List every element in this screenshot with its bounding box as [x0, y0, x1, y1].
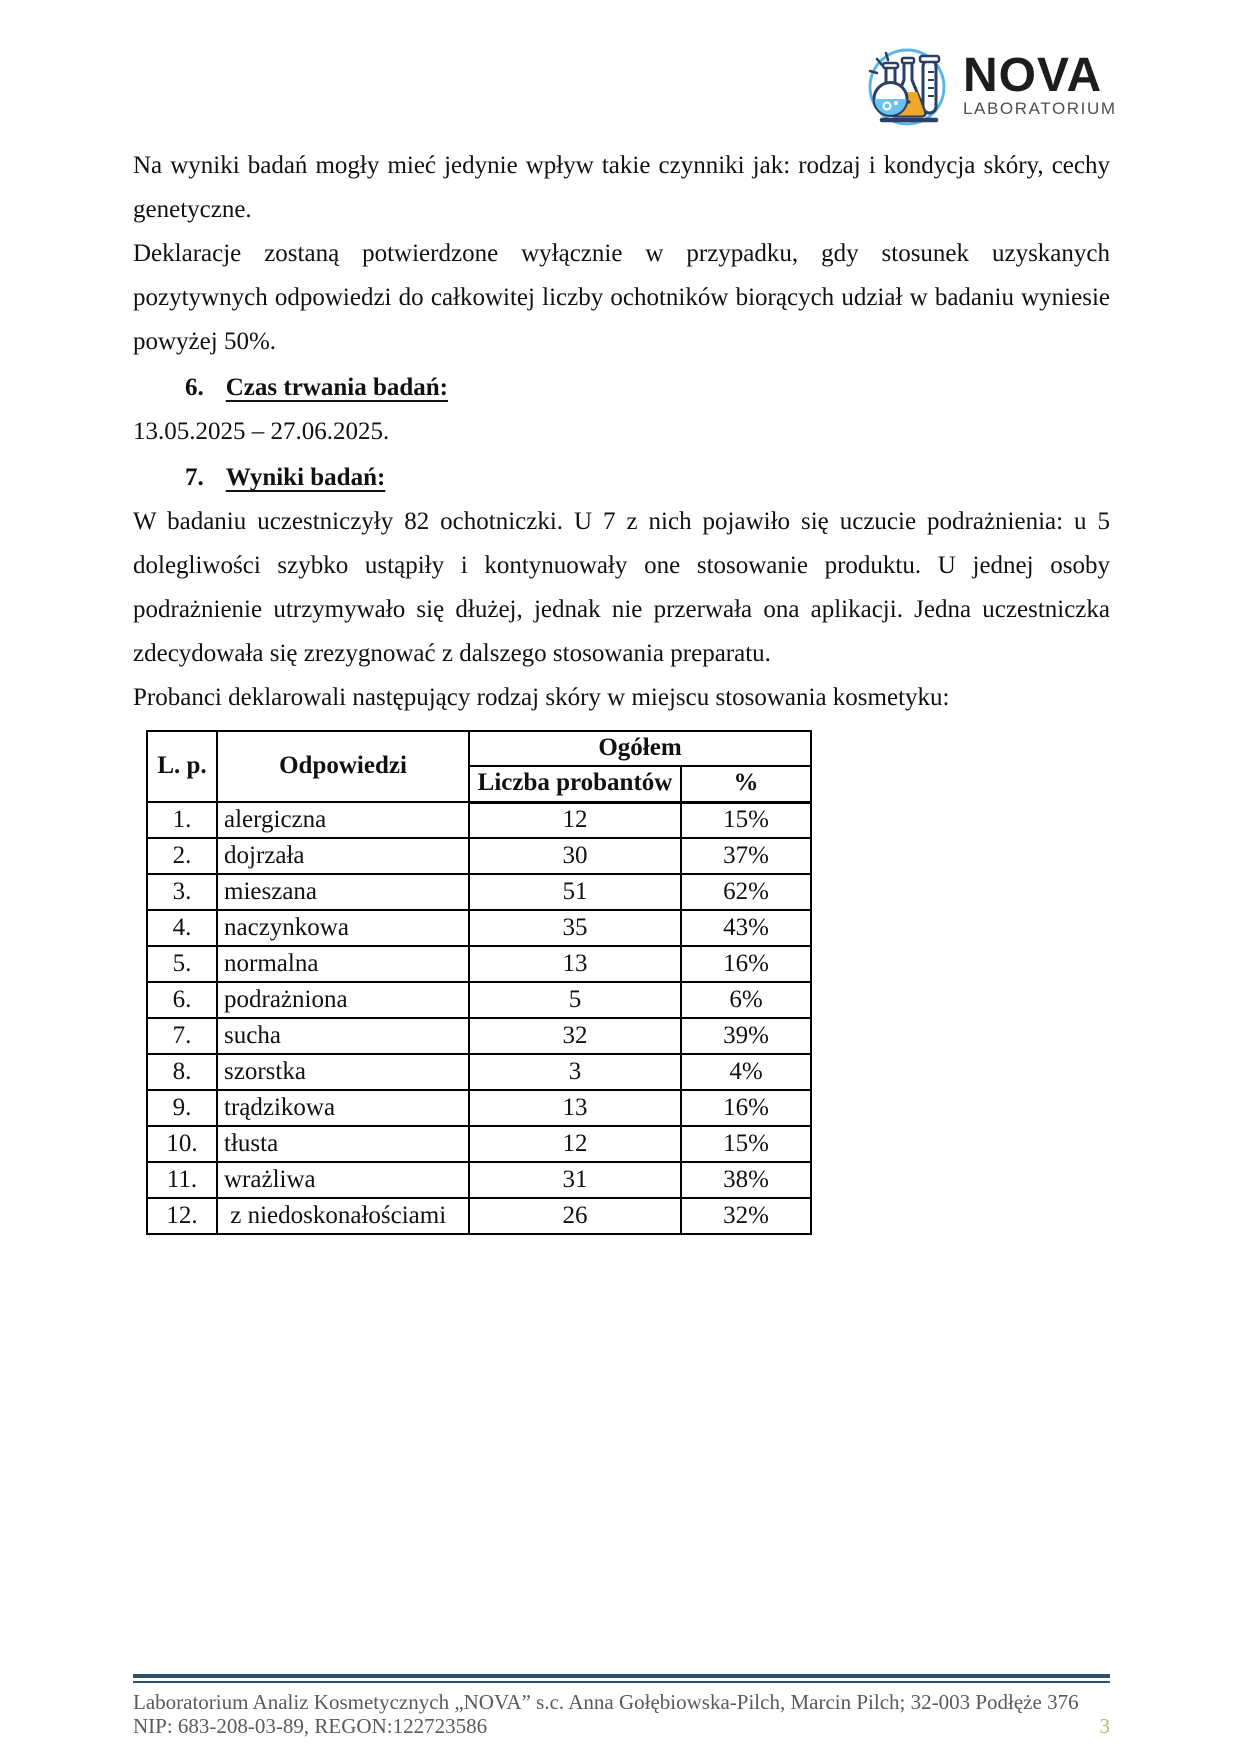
header-answers: Odpowiedzi: [217, 731, 469, 802]
paragraph-factors: Na wyniki badań mogły mieć jedynie wpływ takie czynniki jak: rodzaj i kondycja skóry, cechy genetyczne.: [133, 152, 1110, 223]
row-count: 3: [469, 1054, 681, 1090]
row-count: 32: [469, 1018, 681, 1054]
row-percent: 62%: [681, 874, 811, 910]
header-total: Ogółem: [469, 731, 811, 766]
footer-company-line: Laboratorium Analiz Kosmetycznych „NOVA” s.c. Anna Gołębiowska-Pilch, Marcin Pilch; 32-003 Podłęże 376: [133, 1690, 1079, 1714]
row-percent: 43%: [681, 910, 811, 946]
section-6-heading: [133, 364, 1110, 410]
row-count: 51: [469, 874, 681, 910]
table-row: [147, 1090, 811, 1126]
row-percent: 37%: [681, 838, 811, 874]
row-label: z niedoskonałościami: [217, 1198, 469, 1234]
page-number: 3: [1099, 1714, 1110, 1738]
row-count: 13: [469, 946, 681, 982]
row-count: 12: [469, 802, 681, 838]
row-number: 9.: [147, 1090, 217, 1126]
table-row: [147, 1198, 811, 1234]
row-label: mieszana: [217, 874, 469, 910]
header-lp: L. p.: [147, 731, 217, 802]
row-count: 26: [469, 1198, 681, 1234]
table-row: [147, 982, 811, 1018]
row-label: naczynkowa: [217, 910, 469, 946]
row-number: 6.: [147, 982, 217, 1018]
logo-wordmark: NOVA: [963, 48, 1103, 102]
row-number: 8.: [147, 1054, 217, 1090]
row-percent: 16%: [681, 1090, 811, 1126]
study-duration-dates: 13.05.2025 – 27.06.2025.: [133, 418, 390, 445]
table-row: [147, 1126, 811, 1162]
row-percent: 4%: [681, 1054, 811, 1090]
section-6-number: 6.: [185, 374, 204, 401]
row-percent: 32%: [681, 1198, 811, 1234]
row-number: 7.: [147, 1018, 217, 1054]
table-header-row-1: [147, 731, 811, 766]
table-row: [147, 1018, 811, 1054]
row-percent: 6%: [681, 982, 811, 1018]
row-percent: 38%: [681, 1162, 811, 1198]
table-head: [147, 731, 811, 802]
logo-text: [963, 48, 1117, 118]
row-label: wrażliwa: [217, 1162, 469, 1198]
header-percent: %: [681, 766, 811, 802]
table-row: [147, 1162, 811, 1198]
row-count: 31: [469, 1162, 681, 1198]
footer-divider: [133, 1674, 1110, 1683]
table-row: [147, 802, 811, 838]
section-7-heading: [133, 454, 1110, 500]
page-footer: [133, 1674, 1110, 1738]
table-intro: Probanci deklarowali następujący rodzaj skóry w miejscu stosowania kosmetyku:: [133, 684, 950, 711]
row-count: 12: [469, 1126, 681, 1162]
section-7-title: Wyniki badań:: [225, 464, 386, 491]
row-number: 10.: [147, 1126, 217, 1162]
document-body: [133, 144, 1110, 1235]
paragraph-declarations: Deklaracje zostaną potwierdzone wyłącznie w przypadku, gdy stosunek uzyskanych pozytywnych odpowiedzi do całkowitej liczby ochotników biorących udział w badaniu wyniesie powyżej 50%.: [133, 240, 1110, 355]
row-count: 30: [469, 838, 681, 874]
row-percent: 39%: [681, 1018, 811, 1054]
header-count: Liczba probantów: [469, 766, 681, 802]
row-number: 12.: [147, 1198, 217, 1234]
row-label: tłusta: [217, 1126, 469, 1162]
paragraph-results: W badaniu uczestniczyły 82 ochotniczki. U 7 z nich pojawiło się uczucie podrażnienia: u 5 dolegliwości szybko ustąpiły i kontynuowały one stosowanie produktu. U jednej osoby podrażnienie utrzymywało się dłużej, jednak nie przerwała ona aplikacji. Jedna uczestniczka zdecydowała się zrezygnować z dalszego stosowania preparatu.: [133, 508, 1110, 667]
table-row: [147, 1054, 811, 1090]
row-label: trądzikowa: [217, 1090, 469, 1126]
row-number: 5.: [147, 946, 217, 982]
footer-nip-regon: NIP: 683-208-03-89, REGON:122723586: [133, 1714, 488, 1738]
row-number: 4.: [147, 910, 217, 946]
row-label: alergiczna: [217, 802, 469, 838]
table-row: [147, 910, 811, 946]
row-label: sucha: [217, 1018, 469, 1054]
section-6-title: Czas trwania badań:: [225, 374, 448, 401]
row-label: podrażniona: [217, 982, 469, 1018]
row-label: szorstka: [217, 1054, 469, 1090]
row-count: 5: [469, 982, 681, 1018]
table-body: [147, 802, 811, 1234]
logo-subtitle: LABORATORIUM: [963, 98, 1117, 118]
row-label: dojrzała: [217, 838, 469, 874]
row-number: 11.: [147, 1162, 217, 1198]
row-percent: 15%: [681, 1126, 811, 1162]
nova-logo: [860, 42, 1117, 128]
footer-second-line: [133, 1714, 1110, 1738]
section-7-number: 7.: [185, 464, 204, 491]
row-number: 1.: [147, 802, 217, 838]
skin-type-table: [146, 730, 812, 1235]
table-row: [147, 946, 811, 982]
row-label: normalna: [217, 946, 469, 982]
lab-flasks-icon: [860, 42, 954, 128]
row-count: 13: [469, 1090, 681, 1126]
row-percent: 16%: [681, 946, 811, 982]
row-percent: 15%: [681, 802, 811, 838]
row-number: 2.: [147, 838, 217, 874]
table-row: [147, 838, 811, 874]
row-number: 3.: [147, 874, 217, 910]
row-count: 35: [469, 910, 681, 946]
table-row: [147, 874, 811, 910]
